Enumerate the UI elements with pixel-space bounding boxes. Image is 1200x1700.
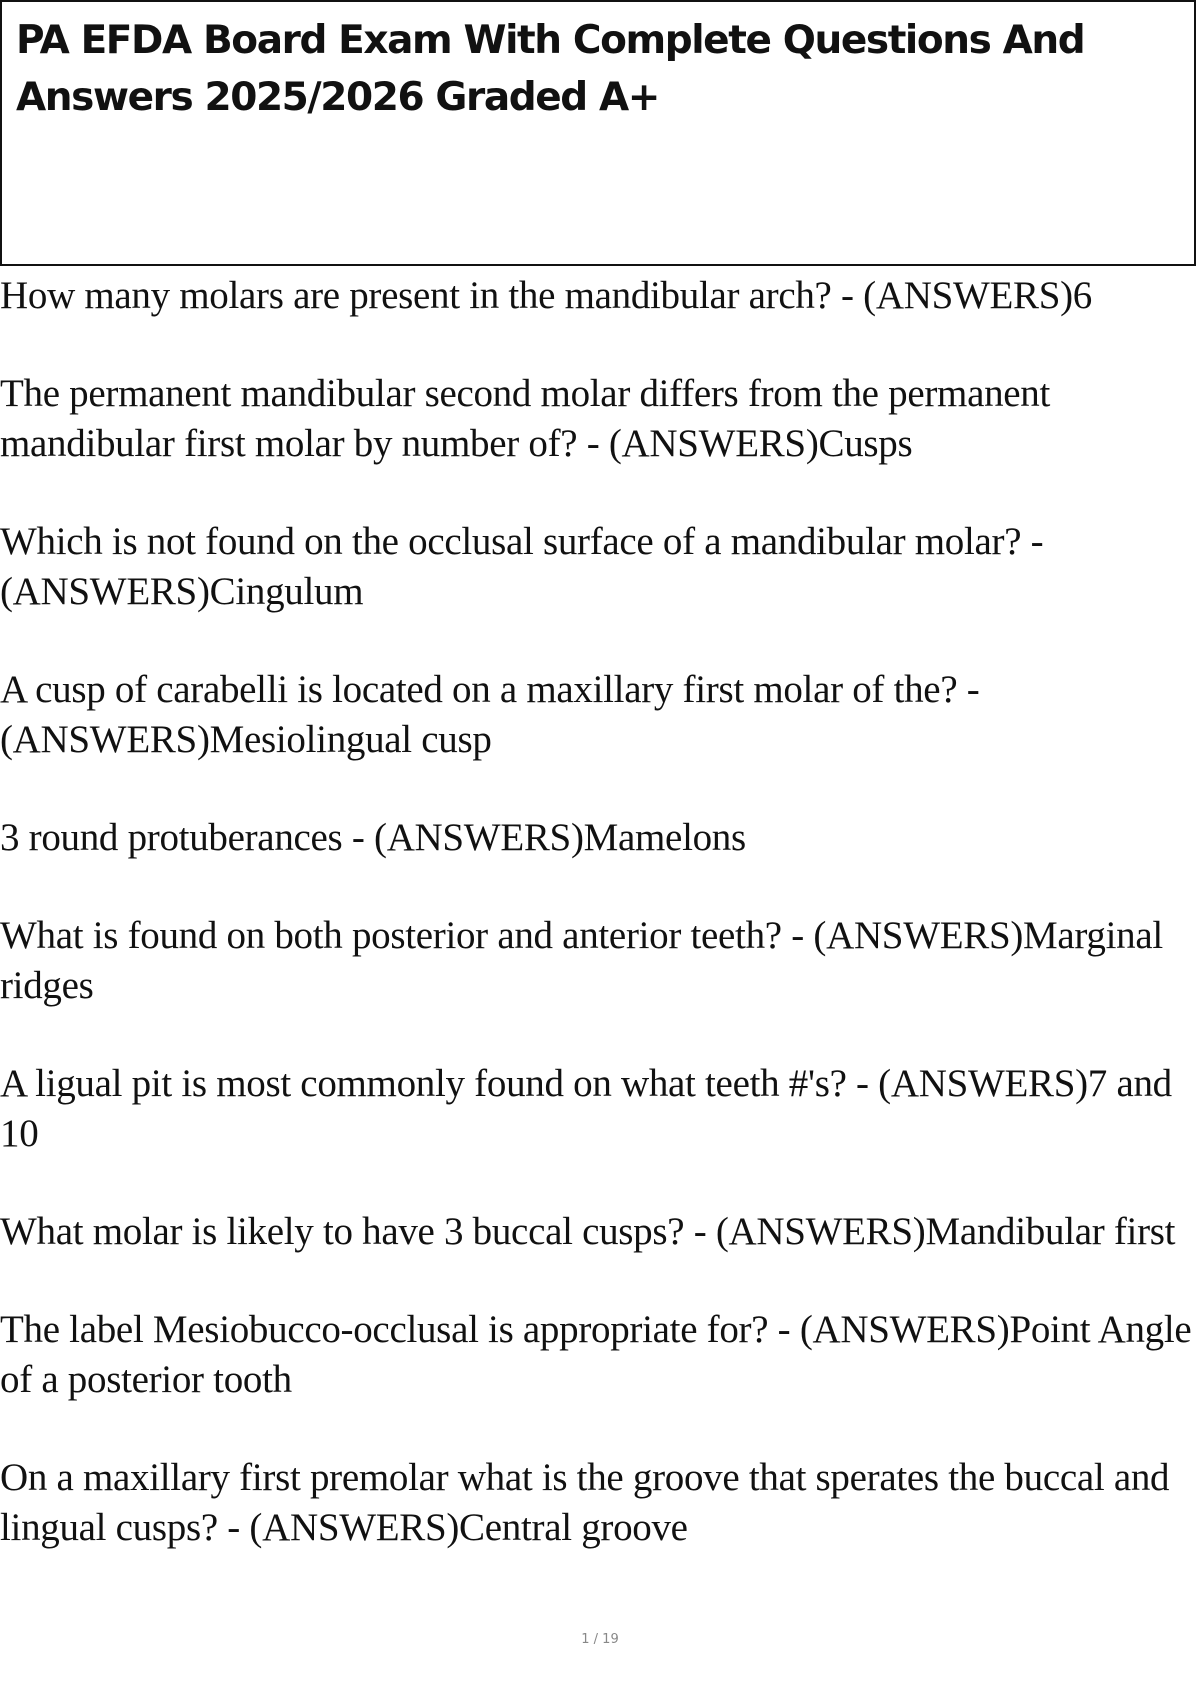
qa-item: A ligual pit is most commonly found on what teeth #'s? - (ANSWERS)7 and 10 — [0, 1062, 1172, 1155]
qa-item: How many molars are present in the mandibular arch? - (ANSWERS)6 — [0, 274, 1092, 317]
qa-item: The permanent mandibular second molar differs from the permanent mandibular first molar by number of? - (ANSWERS)Cusps — [0, 372, 1051, 465]
qa-item: Which is not found on the occlusal surface of a mandibular molar? - (ANSWERS)Cingulum — [0, 520, 1044, 613]
qa-item: A cusp of carabelli is located on a maxillary first molar of the? - (ANSWERS)Mesiolingual cusp — [0, 668, 980, 761]
qa-item: 3 round protuberances - (ANSWERS)Mamelons — [0, 816, 746, 859]
page-indicator: 1 / 19 — [581, 1632, 619, 1647]
document-title: PA EFDA Board Exam With Complete Questions And Answers 2025/2026 Graded A+ — [16, 18, 1085, 120]
qa-item: The label Mesiobucco-occlusal is appropriate for? - (ANSWERS)Point Angle of a posterior tooth — [0, 1308, 1192, 1401]
qa-item: What molar is likely to have 3 buccal cusps? - (ANSWERS)Mandibular first — [0, 1210, 1176, 1253]
question-answer-list — [0, 271, 1200, 1601]
title-box — [0, 0, 1196, 266]
qa-item: What is found on both posterior and anterior teeth? - (ANSWERS)Marginal ridges — [0, 914, 1163, 1007]
qa-item: On a maxillary first premolar what is the groove that sperates the buccal and lingual cusps? - (ANSWERS)Central groove — [0, 1456, 1170, 1549]
